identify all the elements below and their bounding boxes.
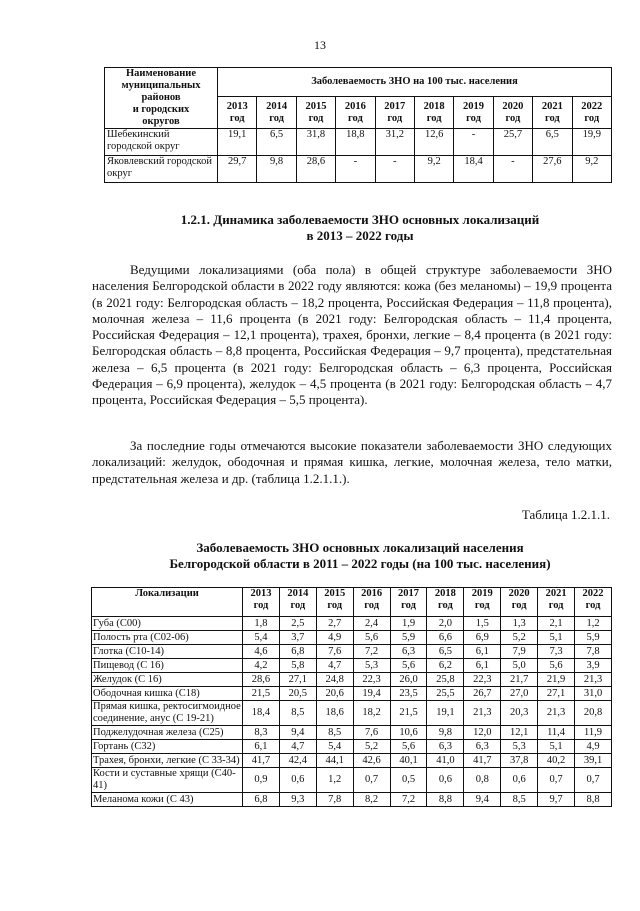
value-cell: 1,9 (390, 617, 427, 631)
value-cell: 3,7 (279, 631, 316, 645)
year-header: 2021 год (538, 588, 575, 617)
municipal-incidence-table (104, 67, 612, 183)
value-cell: - (454, 129, 493, 156)
value-cell: 21,5 (390, 701, 427, 726)
value-cell: 5,0 (501, 659, 538, 673)
value-cell: - (375, 156, 414, 183)
value-cell: 6,3 (464, 740, 501, 754)
year-header: 2019 год (464, 588, 501, 617)
value-cell: - (336, 156, 375, 183)
value-cell: 8,5 (501, 793, 538, 807)
year-header: 2019 год (454, 97, 493, 129)
value-cell: 7,8 (575, 645, 612, 659)
value-cell: 7,3 (538, 645, 575, 659)
value-cell: 2,0 (427, 617, 464, 631)
value-cell: 2,5 (279, 617, 316, 631)
value-cell: 7,9 (501, 645, 538, 659)
value-cell: 20,6 (316, 687, 353, 701)
value-cell: 5,9 (575, 631, 612, 645)
value-cell: 9,8 (427, 726, 464, 740)
value-cell: 28,6 (243, 673, 280, 687)
value-cell: 6,1 (464, 659, 501, 673)
value-cell: 9,4 (464, 793, 501, 807)
table-title: Заболеваемость ЗНО основных локализаций населения Белгородской области в 2011 – 2022 годы (на 100 тыс. населения) (169, 540, 551, 571)
value-cell: 6,8 (279, 645, 316, 659)
table-row (105, 129, 612, 156)
year-header: 2022 год (575, 588, 612, 617)
paragraph-leading-localizations: Ведущими локализациями (оба пола) в общей структуре заболеваемости ЗНО населения Белгородской области в 2022 году являются: кожа (без меланомы) – 19,9 процента (в 2021 году: Белгородская область – 18,2 процента, Российская Федерация – 11,8 процента), молочная железа – 11,6 процента (в 2021 году: Белгородская область – 11,4 процента, Российская Федерация – 12,1 процента), трахея, бронхи, легкие – 8,4 процента (в 2021 году: Белгородская область – 8,8 процента, Российская Федерация – 9,7 процента), предстательная железа – 6,5 процента (в 2021 году: Белгородская область – 6,3 процента, Российская Федерация – 6,9 процента), желудок – 4,5 процента (в 2021 году: Белгородская область – 4,7 процента, Российская Федерация – 5,5 процента). (92, 262, 612, 408)
value-cell: 26,7 (464, 687, 501, 701)
year-header: 2017 год (375, 97, 414, 129)
value-cell: 29,7 (218, 156, 257, 183)
value-cell: 21,5 (243, 687, 280, 701)
localization-header: Локализации (92, 588, 243, 617)
value-cell: 1,5 (464, 617, 501, 631)
value-cell: 5,2 (501, 631, 538, 645)
value-cell: 6,9 (464, 631, 501, 645)
value-cell: 5,6 (353, 631, 390, 645)
municipality-name: Шебекинский городской округ (105, 129, 218, 156)
value-cell: 6,2 (427, 659, 464, 673)
page-number: 13 (314, 38, 326, 52)
municipality-header: Наименование муниципальных районов и городских округов (105, 68, 218, 129)
value-cell: 6,1 (464, 645, 501, 659)
year-header: 2018 год (414, 97, 453, 129)
value-cell: 4,9 (575, 740, 612, 754)
value-cell: 1,2 (575, 617, 612, 631)
value-cell: 41,0 (427, 754, 464, 768)
value-cell: 0,7 (538, 768, 575, 793)
value-cell: 0,6 (427, 768, 464, 793)
value-cell: 6,3 (427, 740, 464, 754)
incidence-group-header: Заболеваемость ЗНО на 100 тыс. населения (218, 68, 612, 97)
year-header: 2015 год (296, 97, 335, 129)
value-cell: 8,5 (316, 726, 353, 740)
value-cell: 5,3 (501, 740, 538, 754)
value-cell: 8,5 (279, 701, 316, 726)
value-cell: 22,3 (353, 673, 390, 687)
value-cell: 4,2 (243, 659, 280, 673)
year-header: 2013 год (218, 97, 257, 129)
table-row (92, 726, 612, 740)
value-cell: 0,5 (390, 768, 427, 793)
value-cell: 44,1 (316, 754, 353, 768)
year-header: 2022 год (572, 97, 611, 129)
table-row (92, 793, 612, 807)
value-cell: 41,7 (464, 754, 501, 768)
value-cell: 4,6 (243, 645, 280, 659)
year-header: 2013 год (243, 588, 280, 617)
value-cell: 25,5 (427, 687, 464, 701)
localization-name: Поджелудочная железа (С25) (92, 726, 243, 740)
value-cell: 9,7 (538, 793, 575, 807)
localization-name: Гортань (С32) (92, 740, 243, 754)
value-cell: 10,6 (390, 726, 427, 740)
value-cell: 21,3 (575, 673, 612, 687)
localization-name: Ободочная кишка (С18) (92, 687, 243, 701)
value-cell: 4,7 (279, 740, 316, 754)
value-cell: 5,9 (390, 631, 427, 645)
localization-name: Полость рта (С02-06) (92, 631, 243, 645)
value-cell: 20,8 (575, 701, 612, 726)
value-cell: 7,6 (353, 726, 390, 740)
value-cell: 39,1 (575, 754, 612, 768)
year-header: 2020 год (501, 588, 538, 617)
value-cell: 41,7 (243, 754, 280, 768)
value-cell: 11,9 (575, 726, 612, 740)
value-cell: 9,8 (257, 156, 296, 183)
value-cell: 6,5 (257, 129, 296, 156)
year-header: 2016 год (353, 588, 390, 617)
value-cell: 18,4 (454, 156, 493, 183)
value-cell: 5,1 (538, 740, 575, 754)
value-cell: 5,6 (390, 659, 427, 673)
value-cell: 27,0 (501, 687, 538, 701)
value-cell: 24,8 (316, 673, 353, 687)
value-cell: 2,4 (353, 617, 390, 631)
value-cell: 4,9 (316, 631, 353, 645)
value-cell: 21,3 (538, 701, 575, 726)
value-cell: 4,7 (316, 659, 353, 673)
year-header: 2018 год (427, 588, 464, 617)
value-cell: 12,1 (501, 726, 538, 740)
value-cell: 28,6 (296, 156, 335, 183)
value-cell: 19,1 (218, 129, 257, 156)
value-cell: 1,2 (316, 768, 353, 793)
value-cell: 12,0 (464, 726, 501, 740)
value-cell: 5,6 (390, 740, 427, 754)
paragraph-high-rates: За последние годы отмечаются высокие показатели заболеваемости ЗНО следующих локализаций: желудок, ободочная и прямая кишка, легкие, молочная железа, тело матки, предстательная железа и др. (таблица 1.2.1.1.). (92, 438, 612, 486)
table-row (92, 617, 612, 631)
year-header: 2014 год (279, 588, 316, 617)
value-cell: 22,3 (464, 673, 501, 687)
value-cell: 5,3 (353, 659, 390, 673)
localization-name: Желудок (С 16) (92, 673, 243, 687)
value-cell: 0,7 (353, 768, 390, 793)
value-cell: 2,1 (538, 617, 575, 631)
value-cell: 6,3 (390, 645, 427, 659)
section-heading: 1.2.1. Динамика заболеваемости ЗНО основных локализаций в 2013 – 2022 годы (180, 212, 540, 243)
value-cell: 2,7 (316, 617, 353, 631)
value-cell: 0,6 (279, 768, 316, 793)
value-cell: 6,5 (427, 645, 464, 659)
table-row (92, 740, 612, 754)
value-cell: 18,2 (353, 701, 390, 726)
value-cell: 6,1 (243, 740, 280, 754)
localization-name: Прямая кишка, ректосигмоидное соединение, анус (С 19-21) (93, 701, 241, 724)
value-cell: 11,4 (538, 726, 575, 740)
value-cell: 0,7 (575, 768, 612, 793)
value-cell: 23,5 (390, 687, 427, 701)
value-cell: 5,8 (279, 659, 316, 673)
value-cell: 9,4 (279, 726, 316, 740)
value-cell: 31,8 (296, 129, 335, 156)
value-cell: 27,1 (538, 687, 575, 701)
table-row (92, 673, 612, 687)
table-row (105, 156, 612, 183)
value-cell: 40,2 (538, 754, 575, 768)
value-cell: 6,6 (427, 631, 464, 645)
value-cell: 19,1 (427, 701, 464, 726)
table-row (92, 754, 612, 768)
value-cell: 5,4 (316, 740, 353, 754)
table-label: Таблица 1.2.1.1. (521, 507, 610, 522)
localization-name: Глотка (С10-14) (92, 645, 243, 659)
value-cell: 19,9 (572, 129, 611, 156)
value-cell: 3,9 (575, 659, 612, 673)
table-row (92, 631, 612, 645)
value-cell: 37,8 (501, 754, 538, 768)
localization-name: Пищевод (С 16) (92, 659, 243, 673)
value-cell: 42,4 (279, 754, 316, 768)
table-row (92, 645, 612, 659)
value-cell: 25,7 (493, 129, 532, 156)
value-cell: 21,9 (538, 673, 575, 687)
municipality-name: Яковлевский городской округ (105, 156, 218, 183)
localization-name: Меланома кожи (С 43) (92, 793, 243, 807)
value-cell: 0,6 (501, 768, 538, 793)
value-cell: 0,8 (464, 768, 501, 793)
value-cell: 6,8 (243, 793, 280, 807)
year-header: 2014 год (257, 97, 296, 129)
value-cell: 21,7 (501, 673, 538, 687)
year-header: 2016 год (336, 97, 375, 129)
value-cell: 1,3 (501, 617, 538, 631)
value-cell: 18,8 (336, 129, 375, 156)
year-header: 2021 год (533, 97, 572, 129)
value-cell: 0,9 (243, 768, 280, 793)
value-cell: 40,1 (390, 754, 427, 768)
value-cell: 12,6 (414, 129, 453, 156)
value-cell: 31,0 (575, 687, 612, 701)
value-cell: 31,2 (375, 129, 414, 156)
table-row (92, 659, 612, 673)
value-cell: 27,1 (279, 673, 316, 687)
value-cell: 7,2 (390, 793, 427, 807)
value-cell: 19,4 (353, 687, 390, 701)
localization-name: Трахея, бронхи, легкие (С 33-34) (92, 754, 243, 768)
value-cell: 8,2 (353, 793, 390, 807)
value-cell: 7,6 (316, 645, 353, 659)
value-cell: 9,3 (279, 793, 316, 807)
value-cell: 1,8 (243, 617, 280, 631)
value-cell: 42,6 (353, 754, 390, 768)
value-cell: 20,3 (501, 701, 538, 726)
value-cell: 7,2 (353, 645, 390, 659)
value-cell: 18,6 (316, 701, 353, 726)
value-cell: 5,1 (538, 631, 575, 645)
value-cell: 5,6 (538, 659, 575, 673)
year-header: 2017 год (390, 588, 427, 617)
year-header: 2020 год (493, 97, 532, 129)
value-cell: 6,5 (533, 129, 572, 156)
value-cell: 7,8 (316, 793, 353, 807)
value-cell: 26,0 (390, 673, 427, 687)
localization-name: Кости и суставные хрящи (С40-41) (92, 768, 243, 793)
value-cell: 5,4 (243, 631, 280, 645)
value-cell: 5,2 (353, 740, 390, 754)
table-row (92, 768, 612, 793)
value-cell: 8,8 (575, 793, 612, 807)
value-cell: 18,4 (243, 701, 280, 726)
value-cell: 9,2 (572, 156, 611, 183)
table-row (92, 701, 612, 726)
table-row (92, 687, 612, 701)
value-cell: 9,2 (414, 156, 453, 183)
value-cell: - (493, 156, 532, 183)
value-cell: 8,3 (243, 726, 280, 740)
value-cell: 27,6 (533, 156, 572, 183)
value-cell: 8,8 (427, 793, 464, 807)
localization-name: Губа (С00) (92, 617, 243, 631)
value-cell: 25,8 (427, 673, 464, 687)
year-header: 2015 год (316, 588, 353, 617)
value-cell: 20,5 (279, 687, 316, 701)
localization-incidence-table (91, 587, 612, 807)
value-cell: 21,3 (464, 701, 501, 726)
